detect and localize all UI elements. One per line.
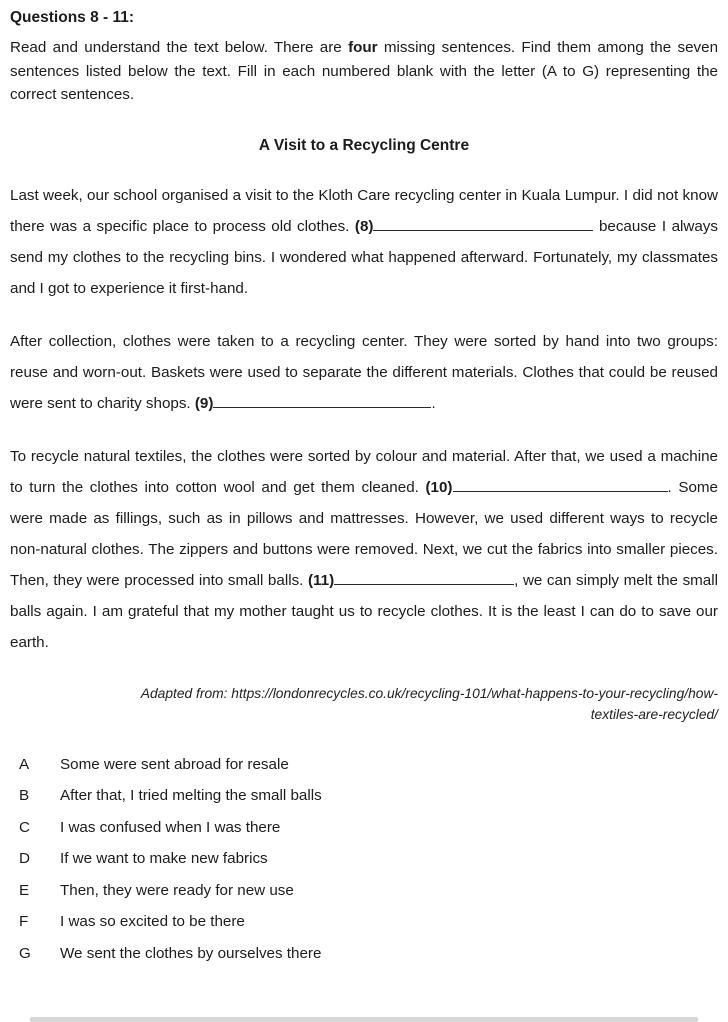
option-row-g (10, 938, 718, 970)
option-letter-d: D (19, 850, 30, 867)
blank-11-label: (11) (307, 571, 335, 589)
instructions-text-1: Read and understand the text below. There are (10, 39, 349, 56)
option-row-f (10, 906, 718, 938)
option-text-g: We sent the clothes by ourselves there (60, 944, 322, 962)
option-row-c (10, 812, 718, 844)
paragraph-3-text-b: . Some were made as fillings, such as in pillows and mattresses. However, we used different ways to recycle non-natural clothes. The zippers and buttons were removed. Next, we cut the fabrics into smaller pieces. Then, they were processed into small balls. (10, 478, 719, 589)
option-text-d: If we want to make new fabrics (60, 850, 268, 867)
option-letter-a: A (19, 755, 30, 773)
paragraph-3-text-a: To recycle natural textiles, the clothes were sorted by colour and material. After that, we used a machine to turn the clothes into cotton wool and get them cleaned. (10, 447, 718, 496)
answer-options-list (10, 749, 718, 970)
option-letter-c: C (19, 818, 30, 836)
instructions-bold-word: four (348, 39, 378, 56)
blank-11-line (334, 582, 514, 585)
passage-title: A Visit to a Recycling Centre (258, 136, 470, 154)
paragraph-1-text-before: Last week, our school organised a visit to the Kloth Care recycling center in Kuala Lumpur. I did not know there was a specific place to process old clothes. (10, 186, 718, 235)
paragraph-1 (10, 180, 718, 304)
option-letter-f: F (19, 913, 29, 930)
paragraph-3-text-c: , we can simply melt the small balls again. I am grateful that my mother taught us to recycle clothes. It is the least I can do to save our earth. (10, 571, 719, 651)
option-row-a (10, 749, 718, 781)
source-attribution (10, 683, 718, 726)
source-line-2: textiles-are-recycled/ (590, 707, 718, 722)
blank-9-label: (9) (194, 394, 214, 412)
paragraph-2-text-after: . (431, 394, 436, 412)
blank-9-line (213, 405, 431, 408)
option-text-e: Then, they were ready for new use (60, 881, 294, 899)
source-line-1: Adapted from: https://londonrecycles.co.uk/recycling-101/what-happens-to-your-recycling/how- (140, 685, 718, 701)
paragraph-3 (10, 441, 718, 658)
option-row-d (10, 843, 718, 875)
instructions (10, 36, 718, 107)
option-text-f: I was so excited to be there (60, 913, 245, 930)
blank-10-line (453, 489, 668, 492)
paragraph-2 (10, 326, 718, 419)
option-letter-e: E (19, 881, 30, 899)
questions-heading: Questions 8 - 11: (10, 9, 135, 26)
option-row-e (10, 875, 718, 907)
blank-10-label: (10) (425, 478, 453, 496)
option-letter-g: G (19, 944, 31, 962)
paragraph-1-text-after: because I always send my clothes to the recycling bins. I wondered what happened afterward. Fortunately, my classmates and I got to experience it first-hand. (10, 217, 718, 297)
option-text-b: After that, I tried melting the small balls (60, 787, 322, 804)
option-row-b (10, 780, 718, 812)
paragraph-2-text-before: After collection, clothes were taken to a recycling center. They were sorted by hand into two groups: reuse and worn-out. Baskets were used to separate the different materials. Clothes that could be reused were sent to charity shops. (10, 332, 718, 412)
option-text-a: Some were sent abroad for resale (60, 755, 289, 773)
instructions-text-2: missing sentences. Find them among the seven sentences listed below the text. Fill in each numbered blank with the letter (A to G) representing the correct sentences. (10, 39, 719, 103)
blank-8-line (373, 228, 593, 231)
option-text-c: I was confused when I was there (60, 818, 281, 836)
blank-8-label: (8) (354, 217, 374, 235)
scan-edge-artifact (30, 1017, 698, 1022)
option-letter-b: B (19, 787, 30, 804)
